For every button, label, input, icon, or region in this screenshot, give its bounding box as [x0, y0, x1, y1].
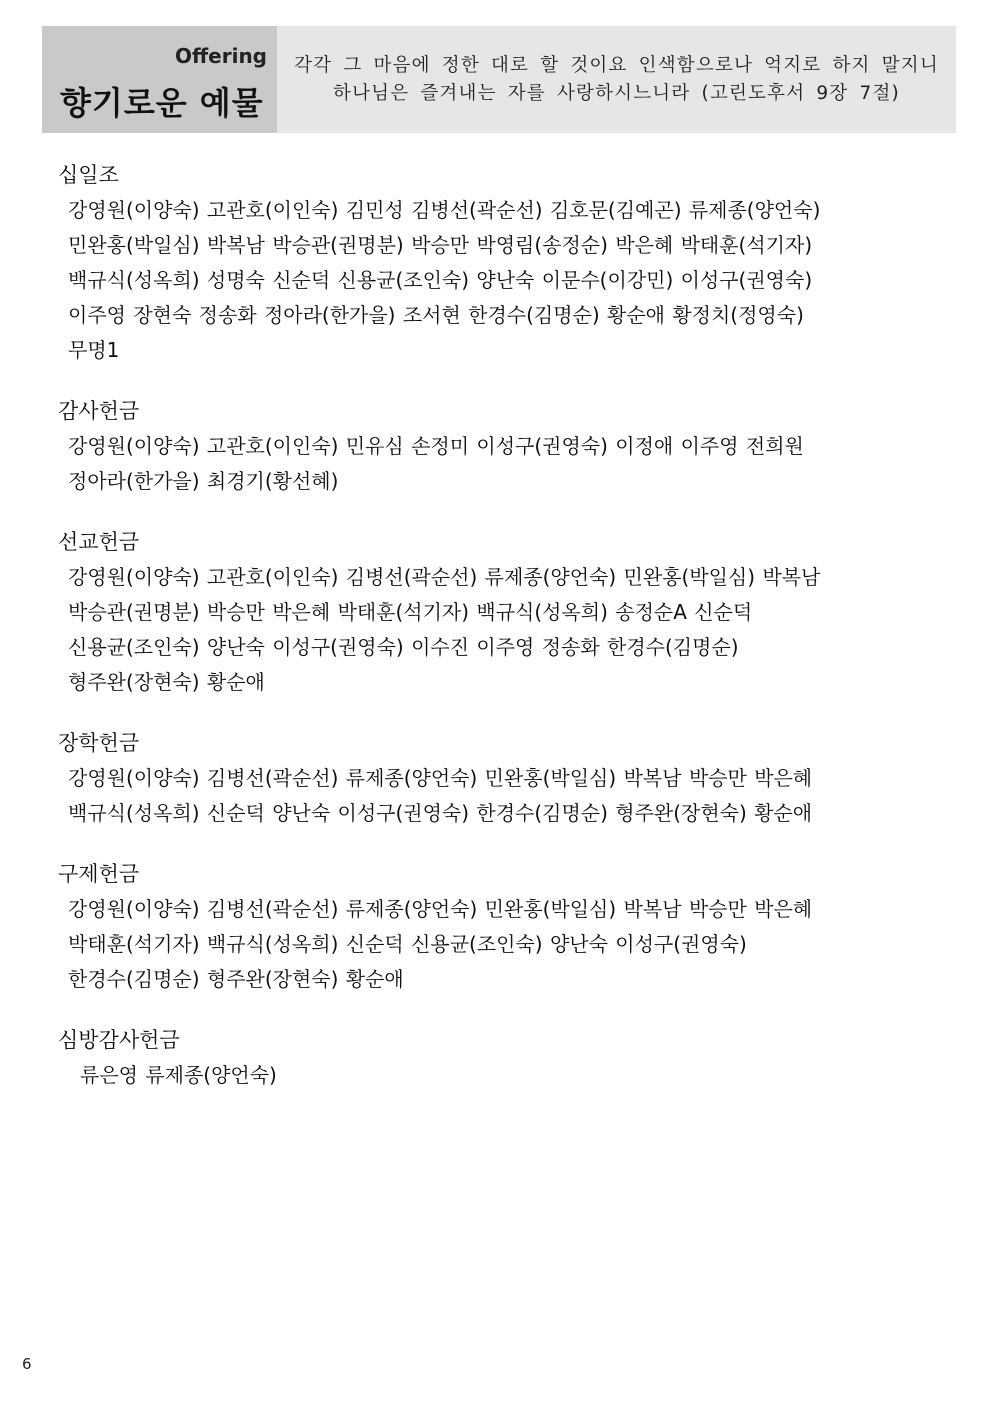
donor-list — [58, 892, 938, 997]
section-title: 선교헌금 — [58, 530, 140, 554]
section-title: 구제헌금 — [58, 862, 140, 886]
verse-line-2: 하나님은 즐겨내는 자를 사랑하시느니라 (고린도후서 9장 7절) — [333, 82, 900, 104]
donor-list — [58, 429, 938, 499]
donor-list — [58, 761, 938, 831]
donor-line: 강영원(이양숙) 고관호(이인숙) 김병선(곽순선) 류제종(양언숙) 민완홍(박일심) 박복남 — [68, 565, 821, 589]
section-tithe — [58, 160, 938, 368]
donor-list — [58, 1058, 938, 1093]
header-title-box — [42, 26, 277, 133]
offering-header — [42, 26, 956, 133]
section-title: 장학헌금 — [58, 731, 140, 755]
donor-line: 민완홍(박일심) 박복남 박승관(권명분) 박승만 박영림(송정순) 박은혜 박태훈(석기자) — [68, 233, 813, 257]
donor-line: 백규식(성옥희) 성명숙 신순덕 신용균(조인숙) 양난숙 이문수(이강민) 이성구(권영숙) — [68, 268, 813, 292]
title-english: Offering — [174, 44, 267, 68]
donor-line: 신용균(조인숙) 양난숙 이성구(권영숙) 이수진 이주영 정송화 한경수(김명순) — [68, 635, 739, 659]
bible-verse — [294, 52, 939, 108]
section-mission — [58, 527, 938, 700]
donor-line: 강영원(이양숙) 고관호(이인숙) 김민성 김병선(곽순선) 김호문(김예곤) 류제종(양언숙) — [68, 198, 821, 222]
donor-line: 강영원(이양숙) 고관호(이인숙) 민유심 손정미 이성구(권영숙) 이정애 이주영 전희원 — [68, 434, 804, 458]
section-thanksgiving — [58, 396, 938, 499]
section-relief — [58, 859, 938, 997]
donor-list — [58, 560, 938, 700]
section-title: 십일조 — [58, 163, 119, 187]
donor-list — [58, 193, 938, 368]
verse-line-1: 각각 그 마음에 정한 대로 할 것이요 인색함으로나 억지로 하지 말지니 — [294, 54, 939, 76]
donor-line: 이주영 장현숙 정송화 정아라(한가을) 조서현 한경수(김명순) 황순애 황정치(정영숙) — [68, 303, 804, 327]
title-korean: 향기로운 예물 — [60, 84, 264, 122]
donor-line: 강영원(이양숙) 김병선(곽순선) 류제종(양언숙) 민완홍(박일심) 박복남 박승만 박은혜 — [68, 766, 813, 790]
section-scholarship — [58, 728, 938, 831]
donor-line: 형주완(장현숙) 황순애 — [68, 670, 265, 694]
section-title: 심방감사헌금 — [58, 1028, 180, 1052]
donor-line: 백규식(성옥희) 신순덕 양난숙 이성구(권영숙) 한경수(김명순) 형주완(장현숙) 황순애 — [68, 801, 813, 825]
section-visitation-thanks — [58, 1025, 938, 1093]
section-title: 감사헌금 — [58, 399, 140, 423]
donor-line: 한경수(김명순) 형주완(장현숙) 황순애 — [68, 967, 404, 991]
offering-sections — [58, 160, 938, 1121]
donor-line: 류은영 류제종(양언숙) — [80, 1063, 277, 1087]
verse-box — [277, 26, 956, 133]
donor-line: 정아라(한가을) 최경기(황선혜) — [68, 469, 339, 493]
donor-line: 박승관(권명분) 박승만 박은혜 박태훈(석기자) 백규식(성옥희) 송정순A 신순덕 — [68, 600, 753, 624]
donor-line: 강영원(이양숙) 김병선(곽순선) 류제종(양언숙) 민완홍(박일심) 박복남 박승만 박은혜 — [68, 897, 813, 921]
donor-line: 박태훈(석기자) 백규식(성옥희) 신순덕 신용균(조인숙) 양난숙 이성구(권영숙) — [68, 932, 747, 956]
donor-line: 무명1 — [68, 338, 120, 362]
page-number: 6 — [22, 1355, 32, 1373]
